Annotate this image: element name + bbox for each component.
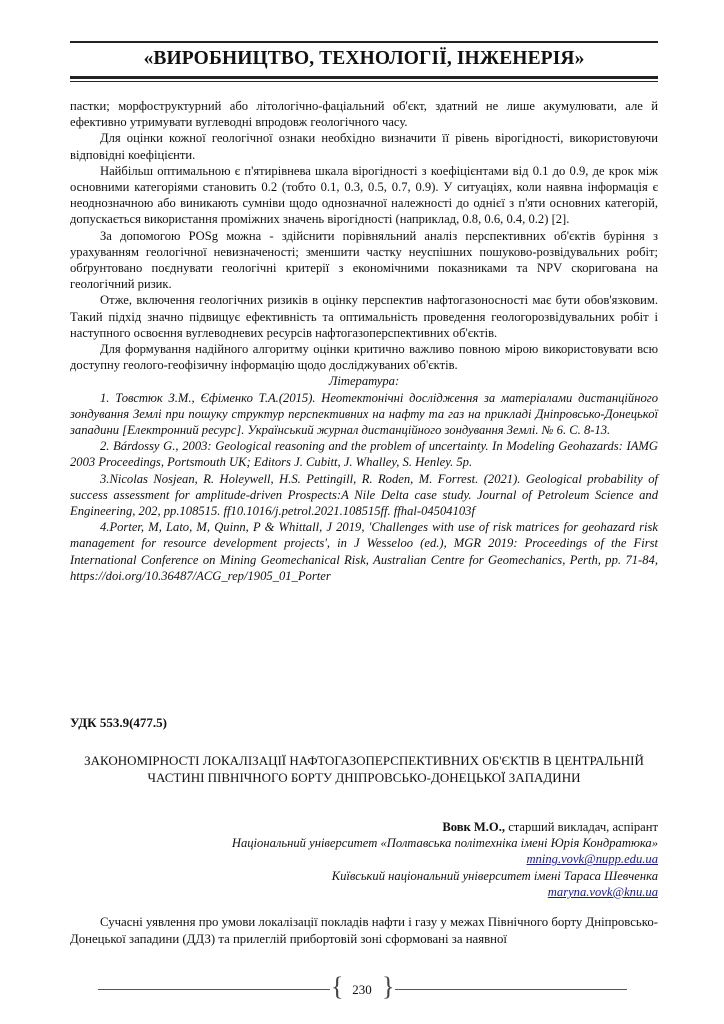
author-role: старший викладач, аспірант <box>508 820 658 834</box>
paragraph: За допомогою POSg можна - здійснити порівняльний аналіз перспективних об'єктів буріння з урахуванням геологічної невизначеності; зменшити частку неуспішних пошуково-розвідувальних робіт; обґрунтовано поєднувати геологічні критерії з економічними показниками та NPV скоригована на геологічний ризик. <box>70 228 658 292</box>
reference-item: 3.Nicolas Nosjean, R. Holeywell, H.S. Pettingill, R. Roden, M. Forrest. (2021). Geological probability of success assessment for amplitude-driven Prospects:A Nile Delta case study. Journal of Petroleum Science and Engineering, 202, pp.108515. ff10.1016/j.petrol.2021.108515ff. ffhal-04504103f <box>70 471 658 519</box>
reference-item: 1. Товстюк З.М., Єфіменко Т.А.(2015). Неотектонічні дослідження за матеріалами дистанційного зондування Землі при пошуку структур перспективних на нафту та газ на прикладі Дніпровсько-Донецької западини [Електронний ресурс]. Український журнал дистанційного зондування Землі. № 6. С. 8-13. <box>70 390 658 438</box>
udk-code: УДК 553.9(477.5) <box>70 715 168 730</box>
reference-item: 2. Bárdossy G., 2003: Geological reasoning and the problem of uncertainty. In Modeling Geohazards: IAMG 2003 Proceedings, Portsmouth UK; Editors J. Cubitt, J. Whalley, S. Henley. 5p. <box>70 439 658 470</box>
literature-heading: Література: <box>328 374 400 389</box>
paragraph: пастки; морфоструктурний або літологічно-фаціальний об'єкт, здатний не лише акумулювати, але й ефективно утримувати вуглеводні впродовж геологічного часу. <box>70 99 658 130</box>
article-title: ЗАКОНОМІРНОСТІ ЛОКАЛІЗАЦІЇ НАФТОГАЗОПЕРСПЕКТИВНИХ ОБ'ЄКТІВ В ЦЕНТРАЛЬНІЙ ЧАСТИНІ ПІВНІЧНОГО БОРТУ ДНІПРОВСЬКО-ДОНЕЦЬКОЇ ЗАПАДИНИ <box>84 753 644 785</box>
right-brace-ornament: } <box>382 972 395 1001</box>
paragraph: Найбільш оптимальною є п'ятирівнева шкала вірогідності з коефіцієнтами від 0.1 до 0.9, де крок між основними категоріями становить 0.2 (тобто 0.1, 0.3, 0.5, 0.7, 0.9). У ситуаціях, коли наявна інформація є неоднозначною або виникають сумніви щодо однозначної належності до однієї з п'яти основних категорій, допускається використання проміжних значень вірогідності (наприклад, 0.8, 0.6, 0.4, 0.2) [2]. <box>70 163 658 227</box>
left-brace-ornament: { <box>331 972 344 1001</box>
reference-item: 4.Porter, M, Lato, M, Quinn, P & Whittall, J 2019, 'Challenges with use of risk matrices for geohazard risk management for resource development projects', in J Wesseloo (ed.), MGR 2019: Proceedings of the First International Conference on Mining Geomechanical Risk, Australian Centre for Geomechanics, Perth, pp. 71-84, https://doi.org/10.36487/ACG_rep/1905_01_Porter <box>70 520 658 583</box>
page-footer <box>0 972 724 1002</box>
paragraph: Для оцінки кожної геологічної ознаки необхідно визначити її рівень вірогідності, використовуючи відповідні коефіцієнти. <box>70 131 658 162</box>
affiliation-1: Національний університет «Полтавська політехніка імені Юрія Кондратюка» <box>231 836 658 851</box>
header-bottom-rule-thin <box>70 81 658 82</box>
journal-header-title: «ВИРОБНИЦТВО, ТЕХНОЛОГІЇ, ІНЖЕНЕРІЯ» <box>143 48 585 69</box>
author-block <box>70 819 658 900</box>
article-intro-paragraph: Сучасні уявлення про умови локалізації покладів нафти і газу у межах Північного борту Дніпровсько-Донецької западини (ДДЗ) та прилеглій прибортовій зоні сформовані за наявної <box>70 915 658 946</box>
page-number: 230 <box>352 982 372 997</box>
header-bottom-rule-thick <box>70 76 658 79</box>
paragraph: Для формування надійного алгоритму оцінки критично важливо повною мірою використовувати всю доступну геолого-геофізичну інформацію щодо досліджуваних об'єктів. <box>70 342 658 373</box>
email-link-1[interactable]: mning.vovk@nupp.edu.ua <box>526 852 658 867</box>
footer-rule-left <box>98 989 330 990</box>
affiliation-2: Київський національний університет імені Тараса Шевченка <box>331 868 658 883</box>
header-top-rule <box>70 41 658 43</box>
author-line <box>70 819 658 835</box>
article-continuation <box>70 98 658 584</box>
paragraph: Отже, включення геологічних ризиків в оцінку перспектив нафтогазоносності має бути обов'язковим. Такий підхід значно підвищує ефективність та оптимальність проведення геологорозвідувальних робіт і наступного освоєння вуглеводневих ресурсів нафтогазоперспективних об'єктів. <box>70 293 658 340</box>
email-link-2[interactable]: maryna.vovk@knu.ua <box>547 884 658 899</box>
footer-rule-right <box>395 989 627 990</box>
author-name: Вовк М.О., <box>442 820 506 834</box>
